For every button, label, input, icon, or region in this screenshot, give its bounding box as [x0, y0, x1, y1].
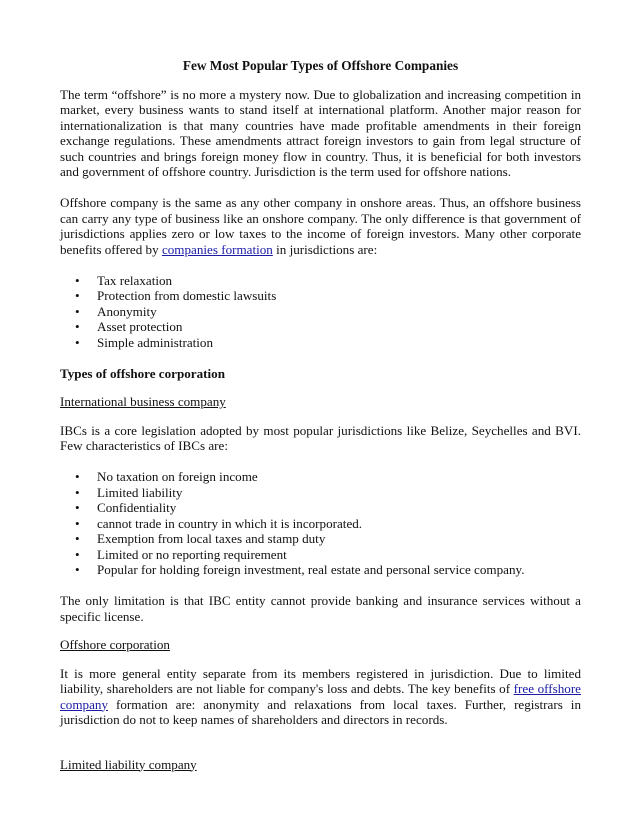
- offshore-corporation-paragraph: [60, 666, 581, 728]
- bullet-icon: •: [75, 500, 80, 515]
- list-item: • Tax relaxation: [75, 272, 173, 288]
- bullet-icon: •: [75, 272, 80, 288]
- list-item: • Exemption from local taxes and stamp duty: [75, 531, 326, 546]
- free-offshore-company-link[interactable]: free offshore company: [60, 681, 581, 712]
- paragraph-offshore-company: [60, 195, 581, 257]
- intro-paragraph: The term “offshore” is no more a mystery now. Due to globalization and increasing competition in market, every business wants to stand itself at international platform. Another major reason for internationalization is that many countries have made profitable amendments in their foreign exchange regulations. These amendments attract foreign investors to gain from legal structure of such countries and brings foreign money flow in country. Thus, it is beneficial for both investors and government of offshore country. Jurisdiction is the term used for offshore nations.: [60, 86, 581, 179]
- list-item: • cannot trade in country in which it is incorporated.: [75, 515, 363, 531]
- paragraph-text: in jurisdictions are:: [272, 241, 378, 257]
- bullet-icon: •: [75, 546, 80, 562]
- list-item: • Protection from domestic lawsuits: [75, 288, 277, 303]
- ibc-paragraph: IBCs is a core legislation adopted by most popular jurisdictions like Belize, Seychelles and BVI. Few characteristics of IBCs are:: [60, 422, 581, 453]
- bullet-icon: •: [75, 515, 80, 531]
- bullet-icon: •: [75, 288, 80, 303]
- paragraph-text: Offshore company is the same as any other company in onshore areas. Thus, an offshore business can carry any type of business like an onshore company. The only difference is that government of jurisdictions applies zero or low taxes to the income of foreign investors. Many other corporate benefits offered by: [60, 195, 581, 257]
- document-title: Few Most Popular Types of Offshore Companies: [182, 58, 459, 73]
- list-item: • Simple administration: [75, 334, 214, 350]
- llc-heading: Limited liability company: [60, 756, 197, 772]
- list-item: • Asset protection: [75, 319, 183, 334]
- list-item: • Anonymity: [75, 303, 157, 319]
- ibc-heading: International business company: [60, 394, 226, 409]
- ibc-limitation-paragraph: The only limitation is that IBC entity cannot provide banking and insurance services without a specific license.: [60, 593, 581, 624]
- ibc-characteristics-list: [60, 469, 581, 578]
- list-item: • Popular for holding foreign investment, real estate and personal service company.: [75, 562, 525, 577]
- bullet-icon: •: [75, 469, 80, 484]
- bullet-icon: •: [75, 484, 80, 500]
- companies-formation-link[interactable]: companies formation: [161, 241, 273, 257]
- list-item: • Limited or no reporting requirement: [75, 546, 287, 562]
- bullet-icon: •: [75, 562, 80, 577]
- list-item: • Confidentiality: [75, 500, 177, 515]
- bullet-icon: •: [75, 303, 80, 319]
- list-item: • No taxation on foreign income: [75, 469, 258, 484]
- bullet-icon: •: [75, 334, 80, 350]
- offshore-corporation-heading: Offshore corporation: [60, 637, 170, 652]
- paragraph-text: formation are: anonymity and relaxations from local taxes. Further, registrars in jurisdiction do not to keep names of shareholders and directors in records.: [60, 696, 581, 727]
- benefits-list: [60, 273, 581, 351]
- list-item: • Limited liability: [75, 484, 183, 500]
- bullet-icon: •: [75, 319, 80, 334]
- types-heading: Types of offshore corporation: [60, 365, 225, 381]
- document-page: [60, 58, 581, 772]
- paragraph-text: It is more general entity separate from its members registered in jurisdiction. Due to limited liability, shareholders are not liable for company's loss and debts. The key benefits of: [60, 665, 581, 696]
- bullet-icon: •: [75, 531, 80, 546]
